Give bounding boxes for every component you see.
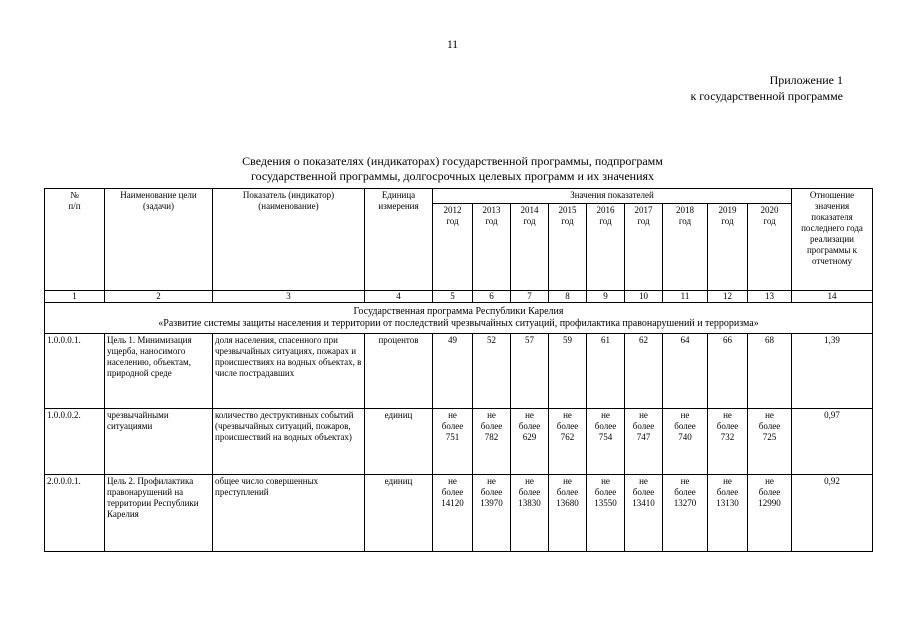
value-prefix-bolee: более <box>632 421 655 431</box>
header-year-word: год <box>678 216 692 226</box>
row-value <box>708 409 748 475</box>
row-id: 1.0.0.0.2. <box>45 409 105 475</box>
header-year-value: 2020 <box>760 205 779 215</box>
column-number-12: 12 <box>708 291 748 303</box>
value-number: 52 <box>487 335 496 345</box>
header-year-2014 <box>511 204 549 291</box>
column-number-7: 7 <box>511 291 549 303</box>
value-prefix-bolee: более <box>556 487 579 497</box>
header-year-word: год <box>485 216 498 226</box>
value-prefix-ne: не <box>723 410 732 420</box>
row-value <box>708 475 748 552</box>
row-value <box>473 475 511 552</box>
value-prefix-ne: не <box>639 410 648 420</box>
value-number: 629 <box>522 432 537 442</box>
header-year-value: 2017 <box>634 205 653 215</box>
row-value <box>625 409 663 475</box>
header-year-word: год <box>561 216 574 226</box>
row-value <box>663 409 708 475</box>
value-number: 751 <box>445 432 460 442</box>
value-prefix-bolee: более <box>441 421 464 431</box>
appendix-line-1: Приложение 1 <box>769 73 843 87</box>
column-number-1: 1 <box>45 291 105 303</box>
header-year-2012 <box>433 204 473 291</box>
row-unit: единиц <box>365 409 433 475</box>
row-value <box>473 334 511 409</box>
value-prefix-bolee: более <box>674 421 696 431</box>
header-year-value: 2018 <box>676 205 694 215</box>
value-number: 49 <box>448 335 457 345</box>
row-value <box>708 334 748 409</box>
row-unit: процентов <box>365 334 433 409</box>
header-row-top <box>45 189 873 204</box>
value-number: 62 <box>639 335 648 345</box>
value-number: 13270 <box>673 498 697 508</box>
value-prefix-ne: не <box>723 476 732 486</box>
row-value <box>748 475 792 552</box>
header-num-abbr: п/п <box>68 201 81 211</box>
header-year-word: год <box>763 216 776 226</box>
document-title <box>0 154 905 184</box>
row-value <box>549 409 587 475</box>
row-value <box>433 409 473 475</box>
header-year-value: 2016 <box>596 205 615 215</box>
row-value <box>433 334 473 409</box>
header-year-value: 2015 <box>558 205 577 215</box>
value-number: 13970 <box>480 498 503 508</box>
header-ratio: Отношение значения показателя последнего года реализации программы к отчетному <box>792 189 873 291</box>
value-number: 740 <box>678 432 692 442</box>
value-number: 12990 <box>758 498 781 508</box>
row-value <box>587 475 625 552</box>
value-number: 732 <box>720 432 735 442</box>
program-title-line-1: Государственная программа Республики Карелия <box>353 306 564 317</box>
value-number: 782 <box>484 432 499 442</box>
indicators-table <box>44 188 873 552</box>
row-value <box>549 334 587 409</box>
value-number: 13410 <box>632 498 655 508</box>
column-number-row <box>45 291 873 303</box>
header-year-value: 2014 <box>520 205 539 215</box>
value-prefix-bolee: более <box>632 487 655 497</box>
value-number: 13550 <box>594 498 617 508</box>
header-year-value: 2013 <box>482 205 501 215</box>
column-number-8: 8 <box>549 291 587 303</box>
header-year-2015 <box>549 204 587 291</box>
header-year-word: год <box>523 216 536 226</box>
header-year-2016 <box>587 204 625 291</box>
row-value <box>625 334 663 409</box>
value-number: 747 <box>636 432 651 442</box>
column-number-11: 11 <box>663 291 708 303</box>
header-year-2017 <box>625 204 663 291</box>
column-number-6: 6 <box>473 291 511 303</box>
value-prefix-ne: не <box>563 410 572 420</box>
value-prefix-ne: не <box>525 410 534 420</box>
value-prefix-ne: не <box>487 410 496 420</box>
table-row <box>45 334 873 409</box>
column-number-5: 5 <box>433 291 473 303</box>
header-year-value: 2019 <box>718 205 737 215</box>
value-prefix-ne: не <box>765 476 774 486</box>
value-number: 61 <box>601 335 610 345</box>
row-value <box>587 334 625 409</box>
column-number-9: 9 <box>587 291 625 303</box>
table-row <box>45 409 873 475</box>
value-prefix-ne: не <box>525 476 534 486</box>
header-year-word: год <box>599 216 612 226</box>
value-prefix-bolee: более <box>518 487 541 497</box>
appendix-label <box>690 72 843 104</box>
header-values-group: Значения показателей <box>433 189 792 204</box>
value-number: 57 <box>525 335 534 345</box>
value-number: 68 <box>765 335 774 345</box>
value-number: 59 <box>563 335 572 345</box>
program-title <box>45 303 873 334</box>
row-value <box>511 475 549 552</box>
column-number-13: 13 <box>748 291 792 303</box>
column-number-4: 4 <box>365 291 433 303</box>
value-number: 754 <box>598 432 613 442</box>
column-number-10: 10 <box>625 291 663 303</box>
row-goal: Цель 1. Минимизация ущерба, наносимого населению, объектам, природной среде <box>105 334 213 409</box>
header-unit: Единица измерения <box>365 189 433 291</box>
column-number-14: 14 <box>792 291 873 303</box>
column-number-3: 3 <box>213 291 365 303</box>
value-prefix-ne: не <box>448 476 457 486</box>
value-prefix-bolee: более <box>441 487 464 497</box>
header-year-word: год <box>446 216 459 226</box>
row-value <box>748 409 792 475</box>
value-number: 14120 <box>441 498 464 508</box>
row-value <box>587 409 625 475</box>
value-prefix-bolee: более <box>716 421 739 431</box>
header-year-2018 <box>663 204 708 291</box>
value-prefix-ne: не <box>601 410 610 420</box>
row-indicator: общее число совершенных преступлений <box>213 475 365 552</box>
value-prefix-bolee: более <box>480 487 503 497</box>
row-id: 1.0.0.0.1. <box>45 334 105 409</box>
value-prefix-bolee: более <box>594 421 617 431</box>
document-title-line-1: Сведения о показателях (индикаторах) государственной программы, подпрограмм <box>242 154 663 168</box>
header-year-2019 <box>708 204 748 291</box>
header-goal: Наименование цели (задачи) <box>105 189 213 291</box>
value-number: 64 <box>680 335 690 345</box>
header-year-2013 <box>473 204 511 291</box>
value-number: 13680 <box>556 498 579 508</box>
table-row <box>45 475 873 552</box>
program-title-row <box>45 303 873 334</box>
row-unit: единиц <box>365 475 433 552</box>
row-value <box>473 409 511 475</box>
row-goal: чрезвычайными ситуациями <box>105 409 213 475</box>
row-value <box>663 475 708 552</box>
value-prefix-ne: не <box>680 410 690 420</box>
value-prefix-bolee: более <box>480 421 503 431</box>
value-number: 13130 <box>716 498 739 508</box>
row-indicator: количество деструктивных событий (чрезвычайных ситуаций, пожаров, происшествий на водных объектах) <box>213 409 365 475</box>
indicator-rows <box>45 334 873 552</box>
header-year-word: год <box>721 216 734 226</box>
row-value <box>663 334 708 409</box>
row-value <box>511 409 549 475</box>
column-number-2: 2 <box>105 291 213 303</box>
value-prefix-ne: не <box>563 476 572 486</box>
value-prefix-ne: не <box>639 476 648 486</box>
value-prefix-bolee: более <box>716 487 739 497</box>
appendix-line-2: к государственной программе <box>690 89 843 103</box>
value-number: 762 <box>560 432 575 442</box>
value-prefix-bolee: более <box>556 421 579 431</box>
value-prefix-bolee: более <box>758 487 781 497</box>
row-value <box>433 475 473 552</box>
value-prefix-ne: не <box>487 476 496 486</box>
header-year-word: год <box>637 216 650 226</box>
row-value <box>625 475 663 552</box>
header-num <box>45 189 105 291</box>
value-prefix-ne: не <box>680 476 690 486</box>
row-id: 2.0.0.0.1. <box>45 475 105 552</box>
value-prefix-bolee: более <box>758 421 781 431</box>
row-ratio: 0,92 <box>792 475 873 552</box>
header-year-value: 2012 <box>443 205 462 215</box>
value-number: 725 <box>762 432 777 442</box>
value-prefix-ne: не <box>601 476 610 486</box>
row-indicator: доля населения, спасенного при чрезвычайных ситуациях, пожарах и происшествиях на водных объектах, в числе пострадавших <box>213 334 365 409</box>
row-ratio: 1,39 <box>792 334 873 409</box>
document-title-line-2: государственной программы, долгосрочных целевых программ и их значениях <box>250 169 655 183</box>
value-number: 66 <box>723 335 732 345</box>
program-title-line-2: «Развитие системы защиты населения и территории от последствий чрезвычайных ситуаций, профилактика правонарушений и терроризма» <box>158 318 759 329</box>
page-number: 11 <box>446 39 459 51</box>
row-value <box>511 334 549 409</box>
header-num-symbol: № <box>70 190 79 200</box>
value-number: 13830 <box>518 498 541 508</box>
row-value <box>549 475 587 552</box>
value-prefix-bolee: более <box>518 421 541 431</box>
row-goal: Цель 2. Профилактика правонарушений на территории Республики Карелия <box>105 475 213 552</box>
value-prefix-ne: не <box>765 410 774 420</box>
row-ratio: 0,97 <box>792 409 873 475</box>
row-value <box>748 334 792 409</box>
value-prefix-bolee: более <box>674 487 696 497</box>
header-year-2020 <box>748 204 792 291</box>
header-indicator: Показатель (индикатор) (наименование) <box>213 189 365 291</box>
value-prefix-bolee: более <box>594 487 617 497</box>
value-prefix-ne: не <box>448 410 457 420</box>
